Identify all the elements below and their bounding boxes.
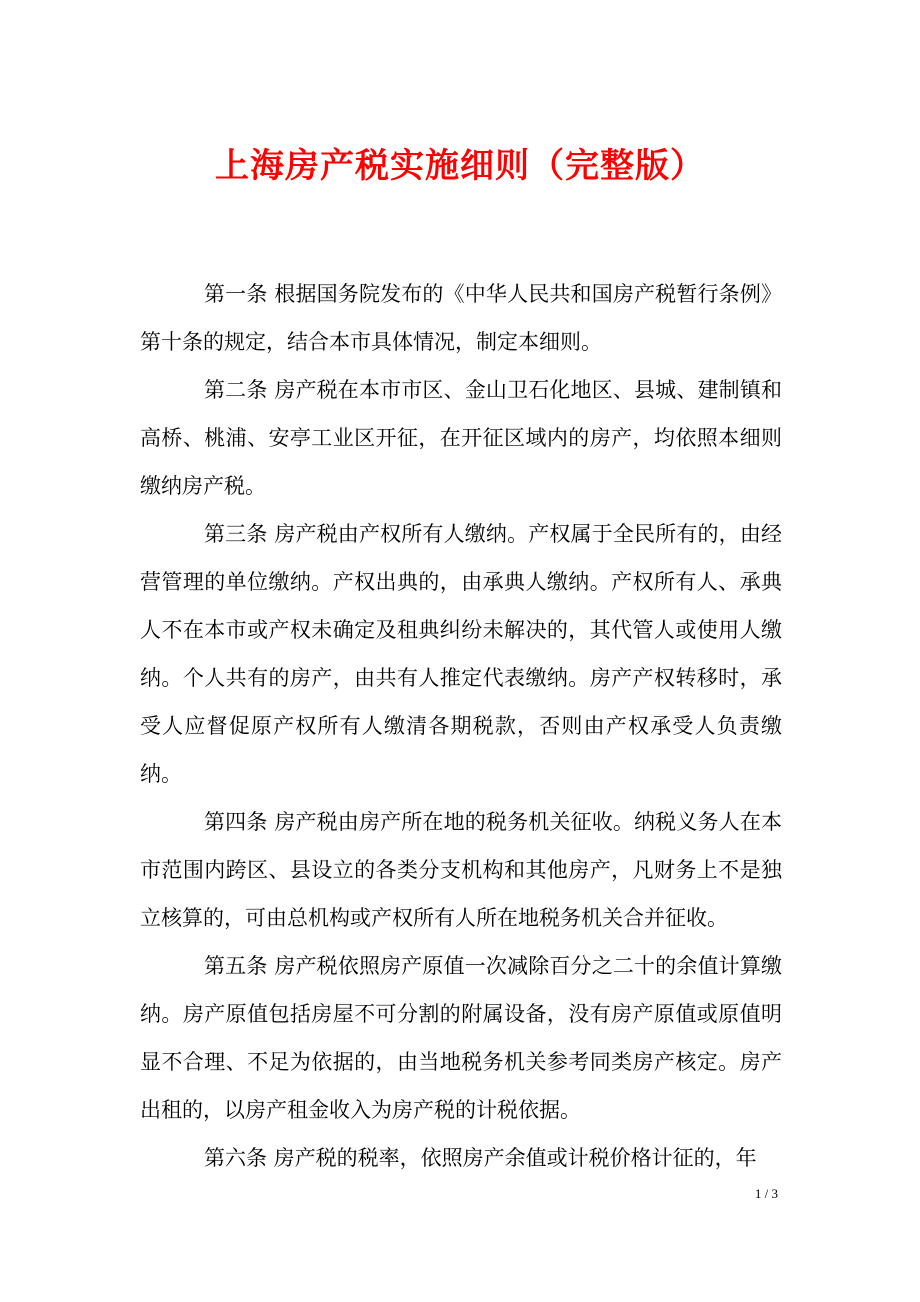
article-5-paragraph: 第五条 房产税依照房产原值一次减除百分之二十的余值计算缴纳。房产原值包括房屋不可分割的附属设备，没有房产原值或原值明显不合理、不足为依据的，由当地税务机关参考同类房产核定。房产出租的，以房产租金收入为房产税的计税依据。 xyxy=(140,954,782,1122)
article-1-paragraph: 第一条 根据国务院发布的《中华人民共和国房产税暂行条例》第十条的规定，结合本市具体情况，制定本细则。 xyxy=(140,282,782,354)
article-2-paragraph: 第二条 房产税在本市市区、金山卫石化地区、县城、建制镇和高桥、桃浦、安亭工业区开征，在开征区域内的房产，均依照本细则缴纳房产税。 xyxy=(140,378,782,498)
article-3-paragraph: 第三条 房产税由产权所有人缴纳。产权属于全民所有的，由经营管理的单位缴纳。产权出典的，由承典人缴纳。产权所有人、承典人不在本市或产权未确定及租典纠纷未解决的，其代管人或使用人缴纳。个人共有的房产，由共有人推定代表缴纳。房产产权转移时，承受人应督促原产权所有人缴清各期税款，否则由产权承受人负责缴纳。 xyxy=(140,522,782,786)
document-body xyxy=(140,270,782,1182)
article-4-paragraph: 第四条 房产税由房产所在地的税务机关征收。纳税义务人在本市范围内跨区、县设立的各类分支机构和其他房产，凡财务上不是独立核算的，可由总机构或产权所有人所在地税务机关合并征收。 xyxy=(140,810,782,930)
document-title: 上海房产税实施细则（完整版） xyxy=(215,146,705,186)
article-6-paragraph: 第六条 房产税的税率，依照房产余值或计税价格计征的，年 xyxy=(204,1146,757,1170)
page-number: 1 / 3 xyxy=(754,1186,778,1201)
